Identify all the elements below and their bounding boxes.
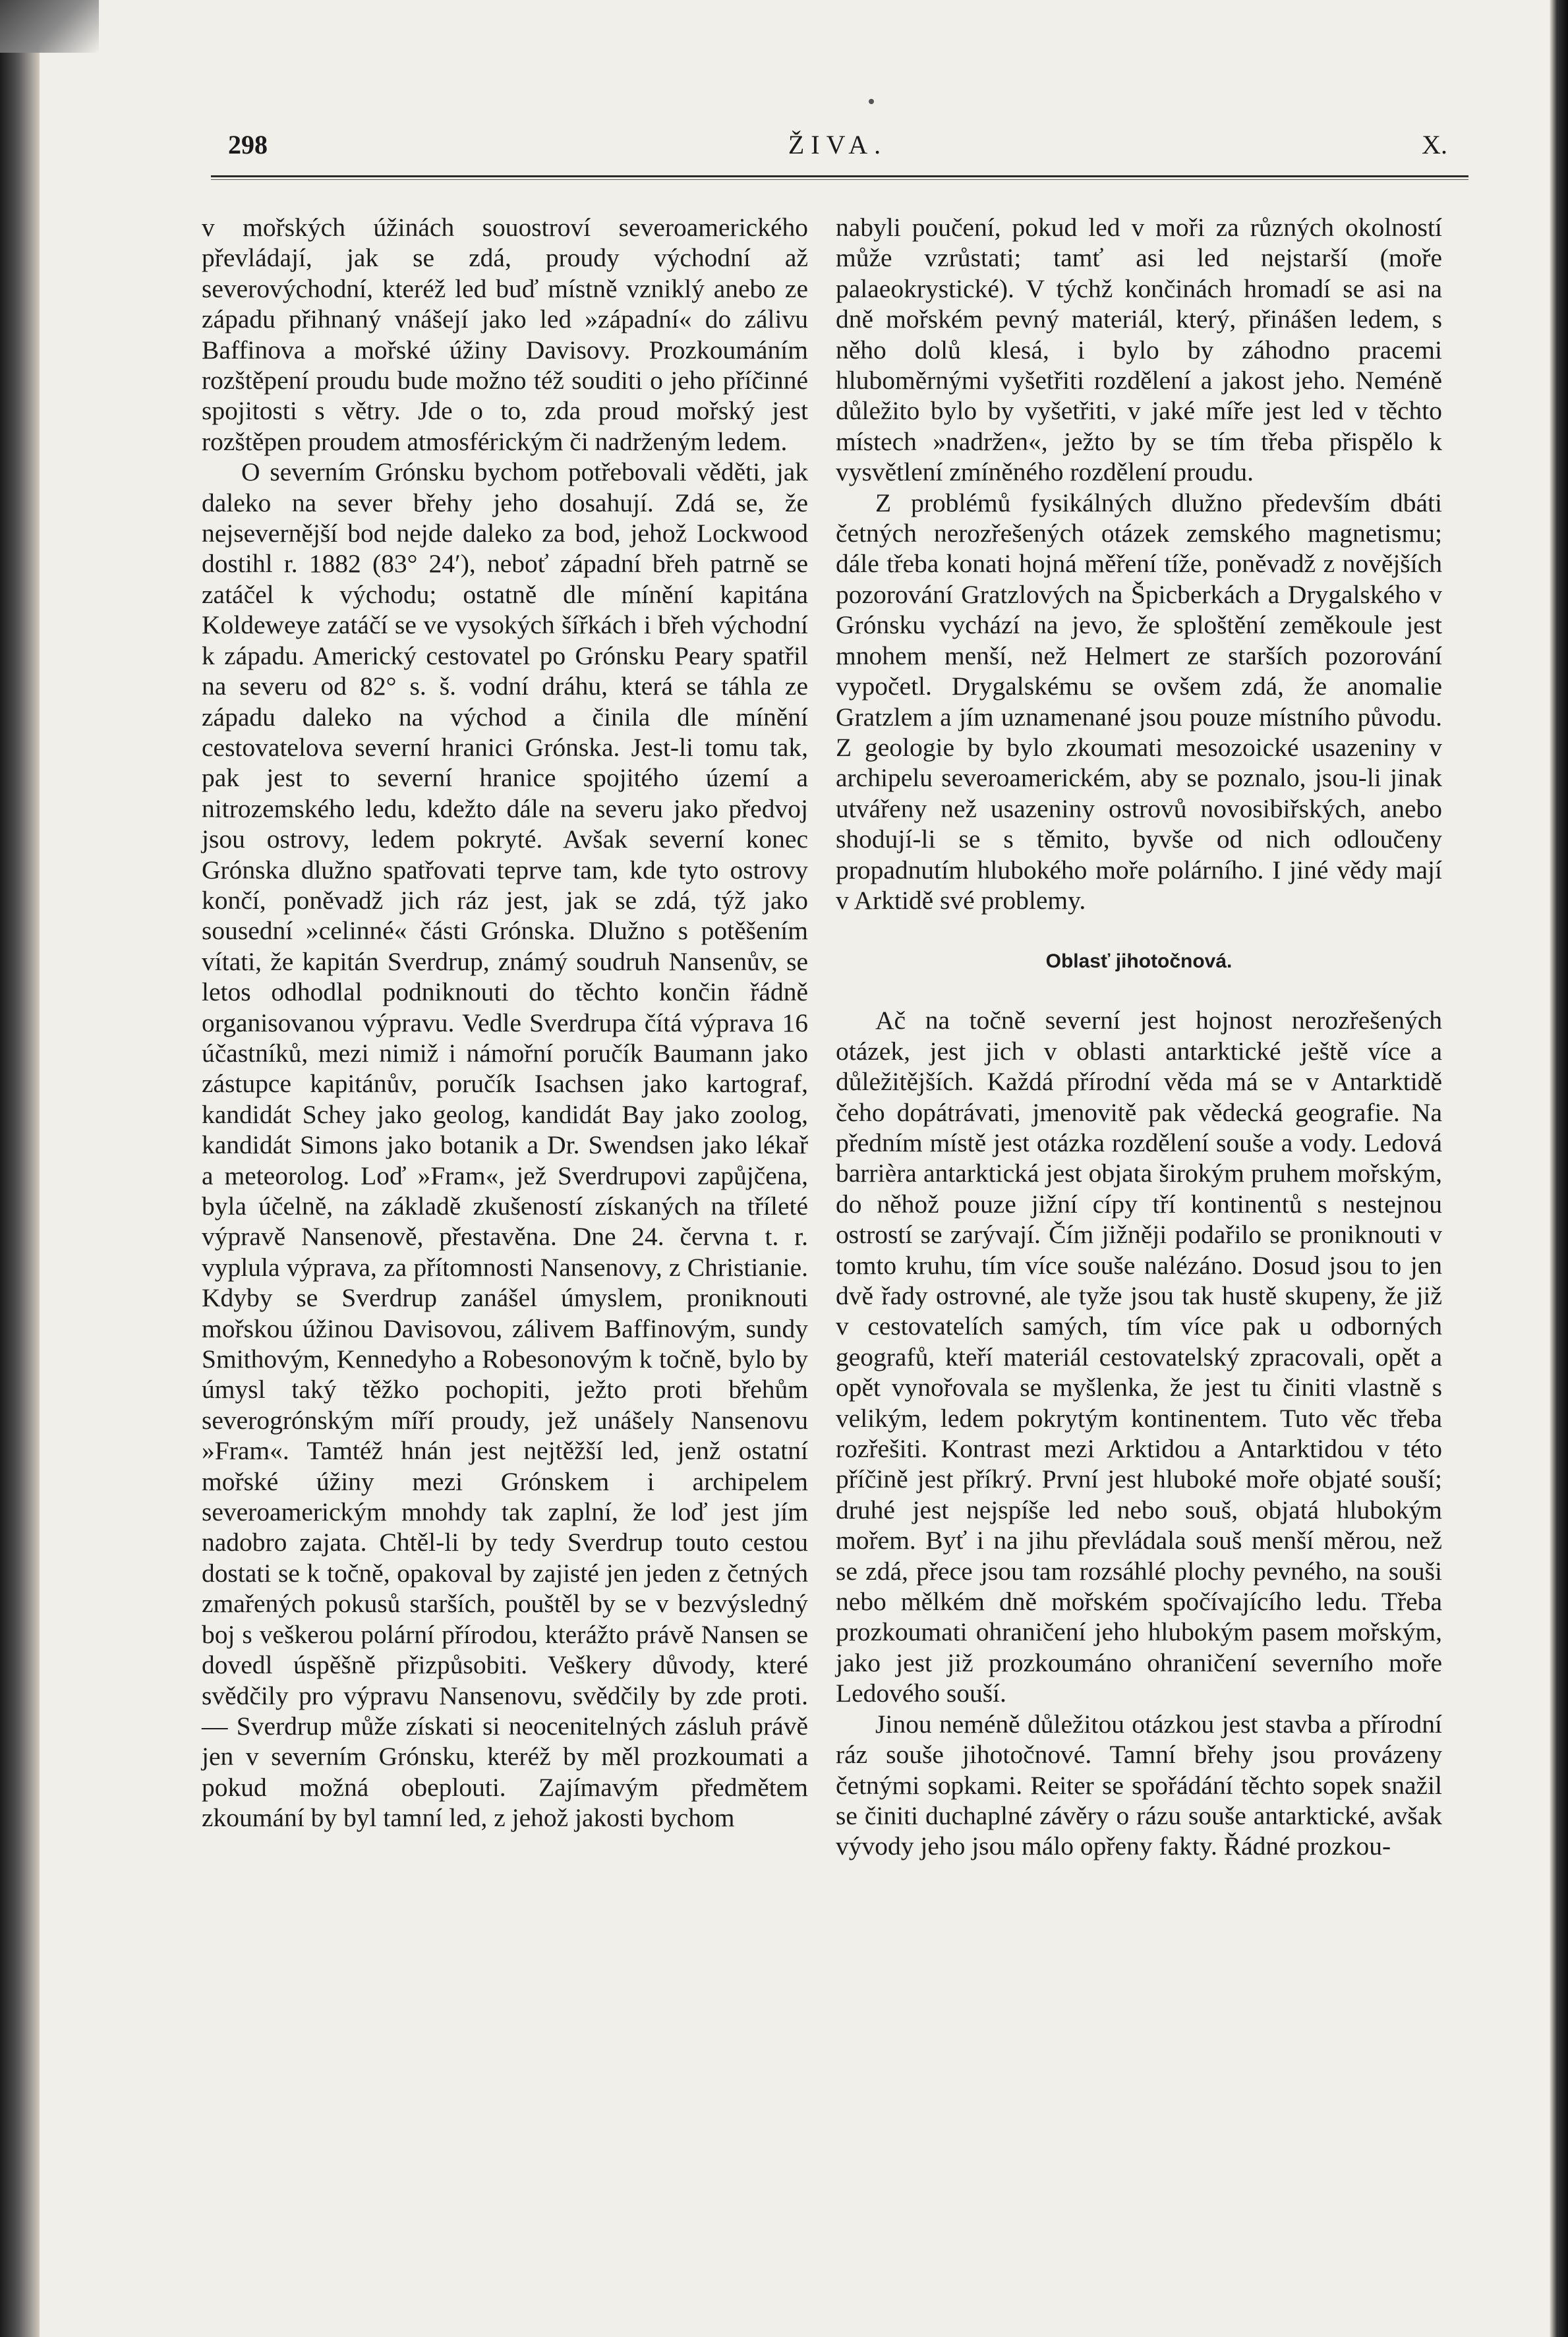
- paragraph: v mořských úžinách souostroví severoamerického převládají, jak se zdá, proudy východní až severovýchodní, kteréž led buď místně vzniklý anebo ze západu přihnaný vnášejí jako led »západní« do zálivu Baffinova a mořské úžiny Davisovy. Prozkoumáním rozštěpení proudu bude možno též souditi o jeho příčinné spojitosti s větry. Jde o to, zda proud mořský jest rozštěpen proudem atmosférickým či nadrženým ledem.: [202, 213, 808, 456]
- right-column: [836, 212, 1442, 1862]
- paragraph: nabyli poučení, pokud led v moři za různých okolností může vzrůstati; tamť asi led nejstarší (moře palaeokrystické). V týchž končinách hromadí se asi na dně mořském pevný materiál, který, přinášen ledem, s něho dolů klesá, i bylo by záhodno pracemi hluboměrnými vyšetřiti rozdělení a jakost jeho. Neméně důležito bylo by vyšetřiti, v jaké míře jest led v těchto místech »nadržen«, ježto by se tím třeba přispělo k vysvětlení zmíněného rozdělení proudu.: [836, 213, 1442, 487]
- scan-shadow-right: [1550, 0, 1568, 2337]
- paragraph: Ač na točně severní jest hojnost nerozřešených otázek, jest jich v oblasti antarktické ještě více a důležitějších. Každá přírodní věda má se v Antarktidě čeho dopátrávati, jmenovitě pak vědecká geografie. Na předním místě jest otázka rozdělení souše a vody. Ledová barrièra antarktická jest objata širokým pruhem mořským, do něhož pouze jižní cípy tří kontinentů s nestejnou ostrostí se zarývají. Čím jižněji podařilo se proniknouti v tomto kruhu, tím více souše nalézáno. Dosud jsou to jen dvě řady ostrovné, ale tyže jsou tak hustě skupeny, že již v cestovatelích samých, tím více pak u odborných geografů, kteří materiál cestovatelský zpracovali, opět a opět vynořovala se myšlenka, že jest tu činiti vlastně s velikým, ledem pokrytým kontinentem. Tuto věc třeba rozřešiti. Kontrast mezi Arktidou a Antarktidou v této příčině jest příkrý. První jest hluboké moře objaté souší; druhé jest nejspíše led nebo souš, objatá hlubokým mořem. Byť i na jihu převládala souš menší měrou, než se zdá, přece jsou tam rozsáhlé plochy pevného, na souši nebo mělkém dně mořském spočívajícího ledu. Třeba prozkoumati ohraničení jeho hlubokým pasem mořským, jako jest již prozkoumáno ohraničení severního moře Ledového souší.: [836, 1006, 1442, 1708]
- running-header: [228, 129, 1447, 175]
- header-rule-thin: [211, 179, 1468, 180]
- ink-speck: [869, 99, 874, 104]
- paragraph: O severním Grónsku bychom potřebovali věděti, jak daleko na sever břehy jeho dosahují. Zdá se, že nejsevernější bod nejde daleko za bod, jehož Lockwood dostihl r. 1882 (83° 24′), neboť západní břeh patrně se zatáčel k východu; ostatně dle mínění kapitána Koldeweye zatáčí se ve vysokých šířkách i břeh východní k západu. Americký cestovatel po Grónsku Peary spatřil na severu od 82° s. š. vodní dráhu, která se táhla ze západu daleko na východ a činila dle mínění cestovatelova severní hranici Grónska. Jest-li tomu tak, pak jest to severní hranice spojitého území a nitrozemského ledu, kdežto dále na severu jako předvoj jsou ostrovy, ledem pokryté. Avšak severní konec Grónska dlužno spatřovati teprve tam, kde tyto ostrovy končí, poněvadž jich ráz jest, jak se zdá, týž jako sousední »celinné« části Grónska. Dlužno s potěšením vítati, že kapitán Sverdrup, známý soudruh Nansenův, se letos odhodlal podniknouti do těchto končin řádně organisovanou výpravu. Vedle Sverdrupa čítá výprava 16 účastníků, mezi nimiž i námořní poručík Baumann jako zástupce kapitánův, poručík Isachsen jako kartograf, kandidát Schey jako geolog, kandidát Bay jako zoolog, kandidát Simons jako botanik a Dr. Swendsen jako lékař a meteorolog. Loď »Fram«, jež Sverdrupovi zapůjčena, byla účelně, na základě zkušeností získaných na tříleté výpravě Nansenově, přestavěna. Dne 24. června t. r. vyplula výprava, za přítomnosti Nansenovy, z Christianie. Kdyby se Sverdrup zanášel úmyslem, proniknouti mořskou úžinou Davisovou, zálivem Baffinovým, sundy Smithovým, Kennedyho a Robesonovým k točně, bylo by úmysl taký těžko pochopiti, ježto proti břehům severogrónským míří proudy, jež unášely Nansenovu »Fram«. Tamtéž hnán jest nejtěžší led, jenž ostatní mořské úžiny mezi Grónskem i archipelem severoamerickým mnohdy tak zaplní, že loď jest jím nadobro zajata. Chtěl-li by tedy Sverdrup touto cestou dostati se k točně, opakoval by zajisté jen jeden z četných zmařených pokusů starších, pouštěl by se v bezvýsledný boj s veškerou polární přírodou, kterážto právě Nansen se dovedl úspěšně přizpůsobiti. Veškery důvody, které svědčily pro výpravu Nansenovu, svědčily by zde proti. — Sverdrup může získati si neocenitelných zásluh právě jen v severním Grónsku, kteréž by měl prozkoumati a pokud možná obeplouti. Zajímavým předmětem zkoumání by byl tamní led, z jehož jakosti bychom: [202, 457, 808, 1833]
- scan-shadow-left: [0, 0, 40, 2337]
- left-column: [202, 212, 808, 1833]
- journal-title: ŽIVA.: [788, 130, 888, 159]
- volume-number: X.: [1422, 130, 1447, 159]
- paragraph: Z problémů fysikálných dlužno především dbáti četných nerozřešených otázek zemského magnetismu; dále třeba konati hojná měření tíže, poněvadž z novějších pozorování Gratzlových na Špicberkách a Drygalského v Grónsku vychází na jevo, že sploštění zeměkoule jest mnohem menší, než Helmert ze starších pozorování vypočetl. Drygalskému se ovšem zdá, že anomalie Gratzlem a jím uznamenané jsou pouze místního původu. Z geologie by bylo zkoumati mesozoické usazeniny v archipelu severoamerickém, aby se poznalo, jsou-li jinak utvářeny než usazeniny ostrovů novosibiřských, anebo shodují-li se s těmito, byvše od nich odloučeny propadnutím hlubokého moře polárního. I jiné vědy mají v Arktidě své problemy.: [836, 488, 1442, 915]
- scan-shadow-corner: [0, 0, 99, 53]
- page-number: 298: [228, 130, 268, 159]
- header-rule: [211, 175, 1468, 177]
- paragraph: Jinou neméně důležitou otázkou jest stavba a přírodní ráz souše jihotočnové. Tamní břehy jsou provázeny četnými sopkami. Reiter se spořádání těchto sopek snažil se činiti duchaplné závěry o rázu souše antarktické, avšak vývody jeho jsou málo opřeny fakty. Řádné prozkou-: [836, 1709, 1442, 1861]
- section-heading: Oblasť jihotočnová.: [1045, 950, 1233, 973]
